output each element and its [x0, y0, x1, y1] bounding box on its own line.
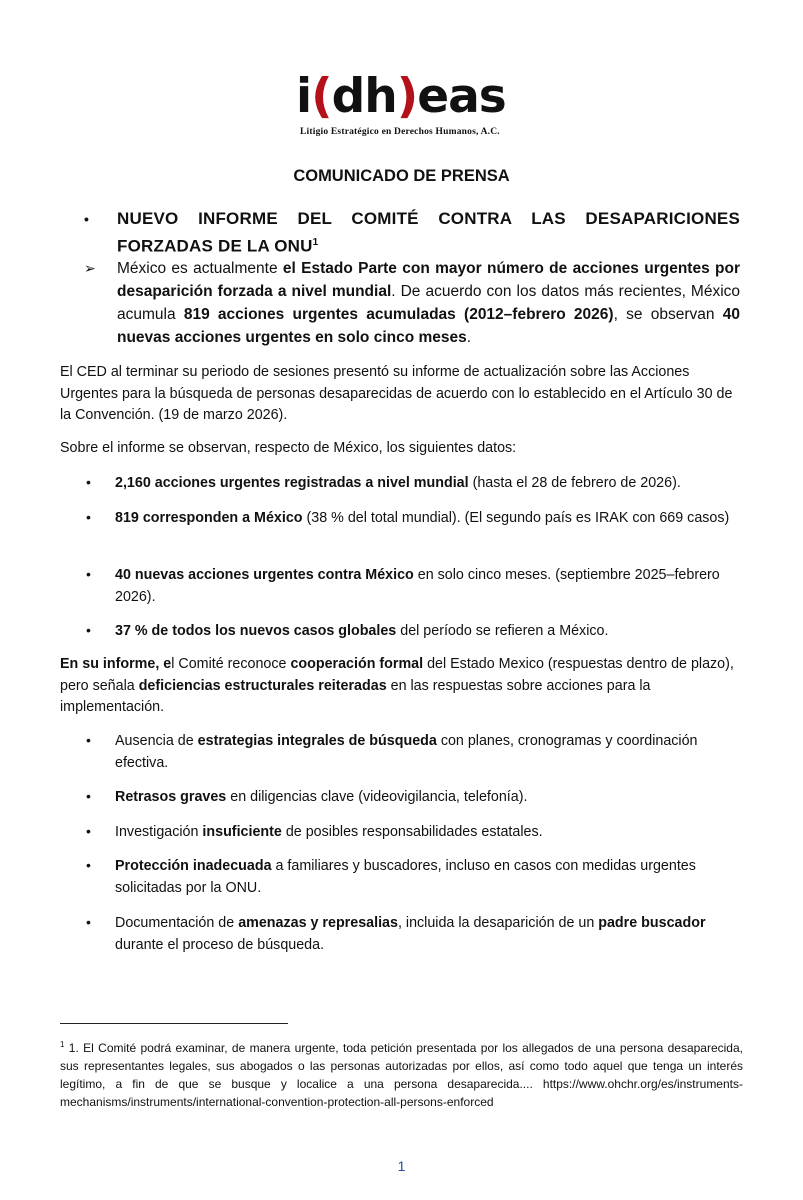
footnote-divider: [60, 1023, 288, 1024]
data-item: • 819 corresponden a México (38 % del total mundial). (El segundo país es IRAK con 669 casos): [86, 508, 736, 530]
paragraph-ced-report: El CED al terminar su periodo de sesiones presentó su informe de actualización sobre las Acciones Urgentes para la búsqueda de personas desaparecidas de acuerdo con lo establecido en el Artículo 30 de la Convención. (19 de marzo 2026).: [60, 364, 733, 423]
logo-subtitle: Litigio Estratégico en Derechos Humanos, A.C.: [300, 127, 500, 137]
deficiency-item: • Investigación insuficiente de posibles responsabilidades estatales.: [86, 822, 736, 844]
bullet-icon: •: [86, 788, 91, 804]
deficiency-item: • Protección inadecuada a familiares y buscadores, incluso en casos con medidas urgentes solicitadas por la ONU.: [86, 857, 696, 896]
bullet-icon: •: [86, 509, 91, 525]
press-release-title: COMUNICADO DE PRENSA: [293, 167, 510, 185]
paragraph-committee-findings: En su informe, el Comité reconoce cooperación formal del Estado Mexico (respuestas dentro de plazo), pero señala deficiencias estructurales reiteradas en las respuestas sobre acciones para la implementación.: [60, 656, 734, 715]
deficiency-item: • Retrasos graves en diligencias clave (videovigilancia, telefonía).: [86, 787, 736, 809]
data-item: • 2,160 acciones urgentes registradas a nivel mundial (hasta el 28 de febrero de 2026).: [86, 473, 736, 495]
data-item: • 40 nuevas acciones urgentes contra México en solo cinco meses. (septiembre 2025–febrero 2026).: [86, 566, 720, 605]
paragraph-data-intro: Sobre el informe se observan, respecto de México, los siguientes datos:: [60, 440, 517, 456]
page-number: 1: [397, 1158, 406, 1174]
logo-mark: i(dh)eas: [296, 69, 506, 124]
data-item: • 37 % de todos los nuevos casos globales del período se refieren a México.: [86, 621, 736, 643]
idheas-logo: [296, 69, 506, 144]
bullet-icon: •: [86, 622, 91, 638]
deficiency-item: • Ausencia de estrategias integrales de búsqueda con planes, cronogramas y coordinación efectiva.: [86, 732, 698, 771]
bullet-icon: •: [86, 566, 91, 582]
arrow-icon: ➢: [84, 260, 96, 276]
bullet-icon: •: [84, 211, 90, 227]
summary-arrow-bullet: ➢ México es actualmente el Estado Parte con mayor número de acciones urgentes por desaparición forzada a nivel mundial. De acuerdo con los datos más recientes, México acumula 819 acciones urgentes acumuladas (2012–febrero 2026), se observan 40 nuevas acciones urgentes en solo cinco meses.: [84, 257, 740, 349]
bullet-icon: •: [86, 823, 91, 839]
deficiency-item: • Documentación de amenazas y represalias, incluida la desaparición de un padre buscador durante el proceso de búsqueda.: [86, 914, 706, 953]
bullet-icon: •: [86, 732, 91, 748]
bullet-icon: •: [86, 857, 91, 873]
footnote: $^1$ 1. El Comité podrá examinar, de manera urgente, toda petición presentada por los allegados de una persona desaparecida, sus representantes legales, sus abogados o las personas autorizadas por ellos, así como todo aquel que tenga un interés legítimo, a fin de que se busque y localice a una persona desaparecida.... https://www.ohchr.org/es/instruments-mechanisms/instruments/international-convention-protection-all-persons-enforced: [60, 1040, 743, 1109]
headline-bullet: • NUEVO INFORME DEL COMITÉ CONTRA LAS DESAPARICIONES FORZADAS DE LA ONU$^1$: [84, 209, 740, 256]
bullet-icon: •: [86, 914, 91, 930]
bullet-icon: •: [86, 474, 91, 490]
